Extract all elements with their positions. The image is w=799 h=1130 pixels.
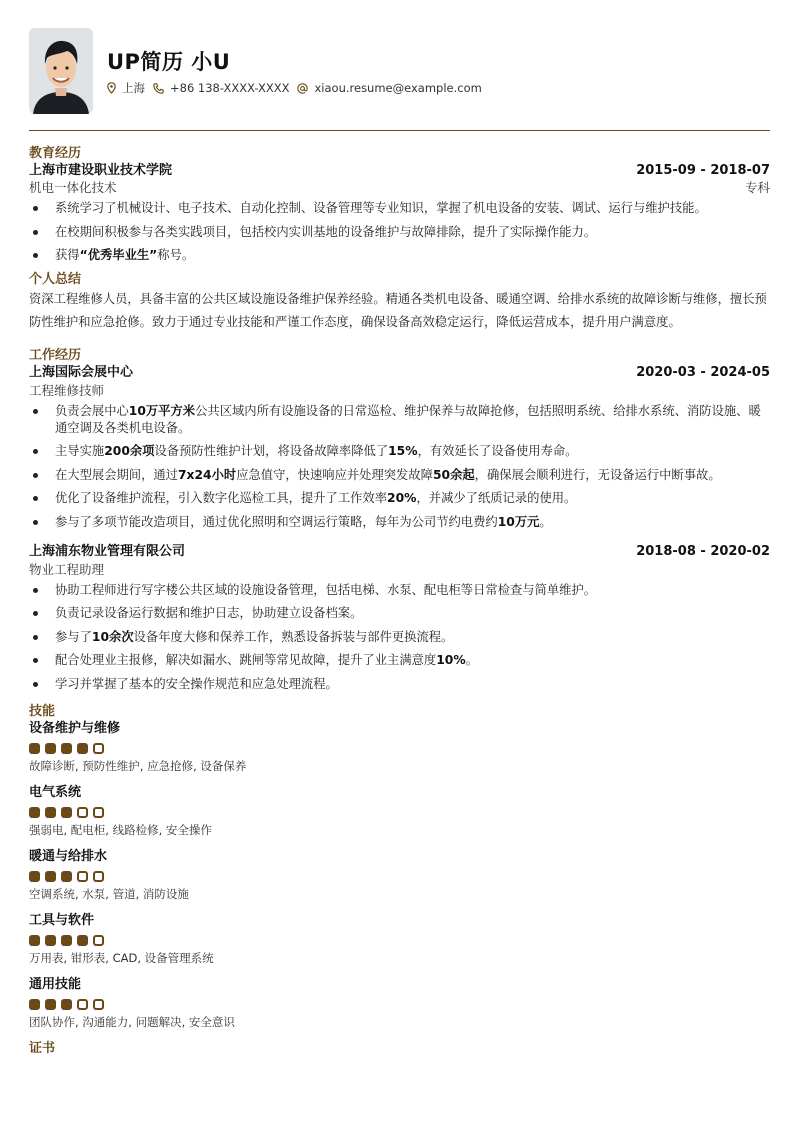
level-dot-empty	[77, 999, 88, 1010]
skill-level-dots	[29, 871, 770, 882]
level-dot-empty	[93, 935, 104, 946]
skill-keywords: 空调系统, 水泵, 管道, 消防设施	[29, 886, 189, 901]
bullet-item: 负责记录设备运行数据和维护日志，协助建立设备档案。	[29, 605, 770, 622]
avatar	[29, 28, 93, 114]
location-pin-icon	[107, 82, 116, 94]
level-dot-empty	[77, 871, 88, 882]
skill-level-dots	[29, 935, 770, 946]
work-title: 工作经历	[29, 347, 82, 363]
level-dot-empty	[93, 807, 104, 818]
skill-keywords: 团队协作, 沟通能力, 问题解决, 安全意识	[29, 1014, 235, 1029]
job-date: 2018-08 - 2020-02	[636, 543, 770, 559]
level-dot-filled	[61, 807, 72, 818]
level-dot-empty	[93, 743, 104, 754]
level-dot-filled	[45, 935, 56, 946]
skill-item	[29, 720, 770, 774]
level-dot-filled	[77, 935, 88, 946]
phone-text: +86 138-XXXX-XXXX	[170, 81, 290, 95]
job-role: 工程维修技师	[29, 382, 105, 398]
skills-title: 技能	[29, 703, 56, 719]
level-dot-empty	[93, 999, 104, 1010]
level-dot-filled	[29, 999, 40, 1010]
job-date: 2020-03 - 2024-05	[636, 364, 770, 380]
level-dot-filled	[61, 743, 72, 754]
level-dot-filled	[29, 807, 40, 818]
education-section	[29, 145, 770, 264]
bullet-item: 学习并掌握了基本的安全操作规范和应急处理流程。	[29, 676, 770, 693]
skill-item	[29, 784, 770, 838]
job-entry	[29, 364, 770, 531]
level-dot-filled	[29, 935, 40, 946]
education-date: 2015-09 - 2018-07	[636, 163, 770, 178]
education-sub-row	[29, 179, 770, 196]
education-header-row	[29, 162, 770, 179]
skills-section	[29, 703, 770, 1030]
level-dot-filled	[29, 871, 40, 882]
bullet-item: 协助工程师进行写字楼公共区域的设施设备管理，包括电梯、水泵、配电柜等日常检查与简单维护。	[29, 582, 770, 599]
skill-level-dots	[29, 807, 770, 818]
bullet-item: 参与了10余次设备年度大修和保养工作，熟悉设备拆装与部件更换流程。	[29, 629, 770, 646]
at-sign-icon	[297, 83, 308, 94]
company-name: 上海国际会展中心	[29, 364, 134, 380]
certificates-section	[29, 1040, 770, 1057]
contact-phone	[153, 81, 289, 95]
certificates-title: 证书	[29, 1040, 56, 1056]
contact-info	[107, 80, 490, 96]
education-degree: 专科	[744, 180, 770, 195]
skill-keywords: 故障诊断, 预防性维护, 应急抢修, 设备保养	[29, 758, 247, 773]
skill-level-dots	[29, 999, 770, 1010]
job-header-row	[29, 364, 770, 381]
school-name: 上海市建设职业技术学院	[29, 163, 173, 178]
skill-item	[29, 912, 770, 966]
level-dot-empty	[77, 807, 88, 818]
skill-item	[29, 976, 770, 1030]
job-bullets	[29, 582, 770, 693]
email-text: xiaou.resume@example.com	[314, 81, 482, 95]
summary-title: 个人总结	[29, 271, 82, 287]
skill-item	[29, 848, 770, 902]
level-dot-filled	[77, 743, 88, 754]
level-dot-filled	[45, 871, 56, 882]
bullet-item: 在大型展会期间，通过7x24小时应急值守，快速响应并处理突发故障50余起，确保展会顺利进行，无设备运行中断事故。	[29, 467, 770, 484]
summary-text: 资深工程维修人员，具备丰富的公共区域设施设备维护保养经验。精通各类机电设备、暖通空调、给排水系统的故障诊断与维修，擅长预防性维护和应急抢修。致力于通过专业技能和严谨工作态度，确保设备高效稳定运行，降低运营成本，提升用户满意度。	[29, 291, 767, 329]
summary-section	[29, 271, 770, 334]
level-dot-filled	[61, 871, 72, 882]
job-entry	[29, 543, 770, 693]
level-dot-filled	[61, 999, 72, 1010]
job-role: 物业工程助理	[29, 561, 105, 577]
company-name: 上海浦东物业管理有限公司	[29, 543, 186, 559]
skill-name: 暖通与给排水	[29, 848, 108, 864]
bullet-item: 在校期间积极参与各类实践项目，包括校内实训基地的设备维护与故障排除，提升了实际操作能力。	[29, 224, 770, 241]
level-dot-empty	[93, 871, 104, 882]
level-dot-filled	[61, 935, 72, 946]
education-title: 教育经历	[29, 146, 82, 161]
bullet-item: 主导实施200余项设备预防性维护计划，将设备故障率降低了15%，有效延长了设备使用寿命。	[29, 443, 770, 460]
bullet-item: 参与了多项节能改造项目，通过优化照明和空调运行策略，每年为公司节约电费约10万元。	[29, 514, 770, 531]
level-dot-filled	[45, 999, 56, 1010]
bullet-item: 优化了设备维护流程，引入数字化巡检工具，提升了工作效率20%，并减少了纸质记录的使用。	[29, 490, 770, 507]
education-major: 机电一体化技术	[29, 180, 117, 195]
bullet-item: 获得“优秀毕业生”称号。	[29, 247, 770, 264]
candidate-name: UP简历 小U	[107, 50, 231, 74]
bullet-item: 配合处理业主报修，解决如漏水、跳闸等常见故障，提升了业主满意度10%。	[29, 652, 770, 669]
resume-header	[29, 0, 770, 131]
level-dot-filled	[45, 743, 56, 754]
contact-location	[107, 80, 145, 96]
skill-name: 设备维护与维修	[29, 720, 121, 736]
skill-level-dots	[29, 743, 770, 754]
level-dot-filled	[29, 743, 40, 754]
skill-name: 工具与软件	[29, 912, 95, 928]
bullet-item: 负责会展中心10万平方米公共区域内所有设施设备的日常巡检、维护保养与故障抢修，包括照明系统、给排水系统、消防设施、暖通空调及各类机电设备。	[29, 403, 770, 437]
level-dot-filled	[45, 807, 56, 818]
bullet-item: 系统学习了机械设计、电子技术、自动化控制、设备管理等专业知识，掌握了机电设备的安装、调试、运行与维护技能。	[29, 200, 770, 217]
contact-email	[297, 81, 481, 95]
skill-keywords: 万用表, 钳形表, CAD, 设备管理系统	[29, 950, 214, 965]
skill-name: 电气系统	[29, 784, 82, 800]
work-section	[29, 347, 770, 693]
job-bullets	[29, 403, 770, 531]
skill-name: 通用技能	[29, 976, 82, 992]
skills-list	[29, 720, 770, 1030]
phone-icon	[153, 83, 164, 94]
education-bullets	[29, 200, 770, 264]
job-header-row	[29, 543, 770, 560]
skill-keywords: 强弱电, 配电柜, 线路检修, 安全操作	[29, 822, 212, 837]
location-text: 上海	[122, 81, 145, 95]
